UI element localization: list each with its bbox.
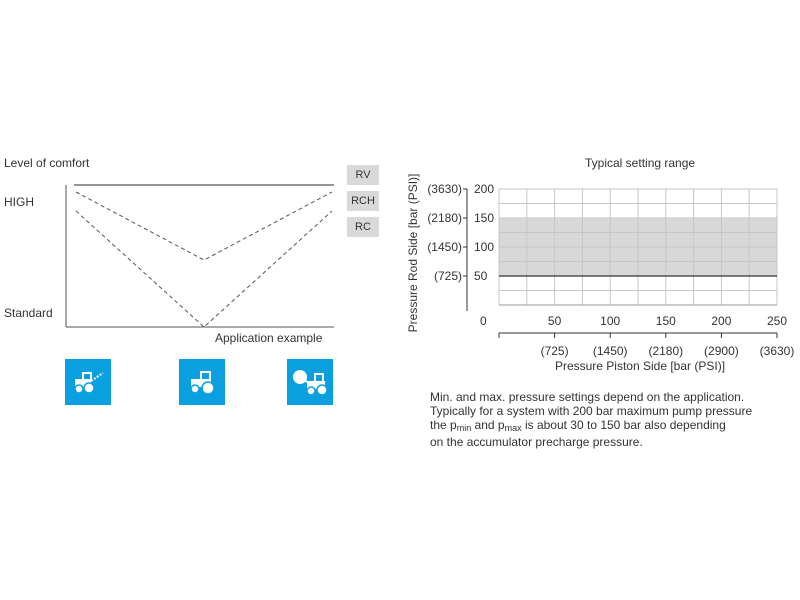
- high-level-label: HIGH: [4, 195, 34, 209]
- x-tick-psi-label: (1450): [592, 344, 628, 358]
- x-tick-label: 100: [600, 314, 621, 328]
- application-axis-label: Application example: [215, 331, 323, 345]
- y-tick-label: 50: [474, 269, 488, 283]
- standard-level-label: Standard: [4, 306, 53, 320]
- x-tick-psi-label: (3630): [759, 344, 795, 358]
- badge-rc: RC: [347, 217, 379, 237]
- y-tick-label: 200: [474, 182, 495, 196]
- comfort-axis-label: Level of comfort: [4, 156, 90, 170]
- note-line-3: the $p_{min}$ and $p_{max}$ is about 30 to 150 bar also depending: [430, 418, 726, 433]
- y-tick-label: 150: [474, 211, 495, 225]
- x-tick-label: 150: [655, 314, 676, 328]
- y-tick-psi-label: (3630): [427, 182, 462, 196]
- x-axis-title: Pressure Piston Side [bar (PSI)]: [554, 359, 726, 373]
- y-tick-psi-label: (2180): [427, 211, 462, 225]
- y-tick-psi-label: (1450): [427, 240, 462, 254]
- note-line-4: on the accumulator precharge pressure.: [430, 435, 643, 449]
- x-tick-psi-label: (2900): [704, 344, 739, 358]
- y-tick-label: 100: [474, 240, 495, 254]
- badge-rch: RCH: [347, 191, 379, 211]
- x-tick-label: 50: [547, 314, 562, 328]
- chart-title: Typical setting range: [585, 156, 696, 170]
- x-tick-label: 200: [711, 314, 732, 328]
- badge-rv: RV: [347, 165, 379, 185]
- pressure-note: [430, 390, 752, 449]
- x-tick-label: 0: [480, 314, 487, 328]
- note-line-2: Typically for a system with 200 bar maximum pump pressure: [430, 404, 753, 418]
- x-tick-label: 250: [766, 314, 788, 328]
- x-tick-psi-label: (2180): [648, 344, 684, 358]
- y-tick-psi-label: (725): [433, 269, 462, 283]
- x-tick-psi-label: (725): [540, 344, 569, 358]
- y-axis-title: Pressure Rod Side [bar (PSI)]: [406, 173, 420, 333]
- note-line-1: Min. and max. pressure settings depend on the application.: [430, 390, 745, 404]
